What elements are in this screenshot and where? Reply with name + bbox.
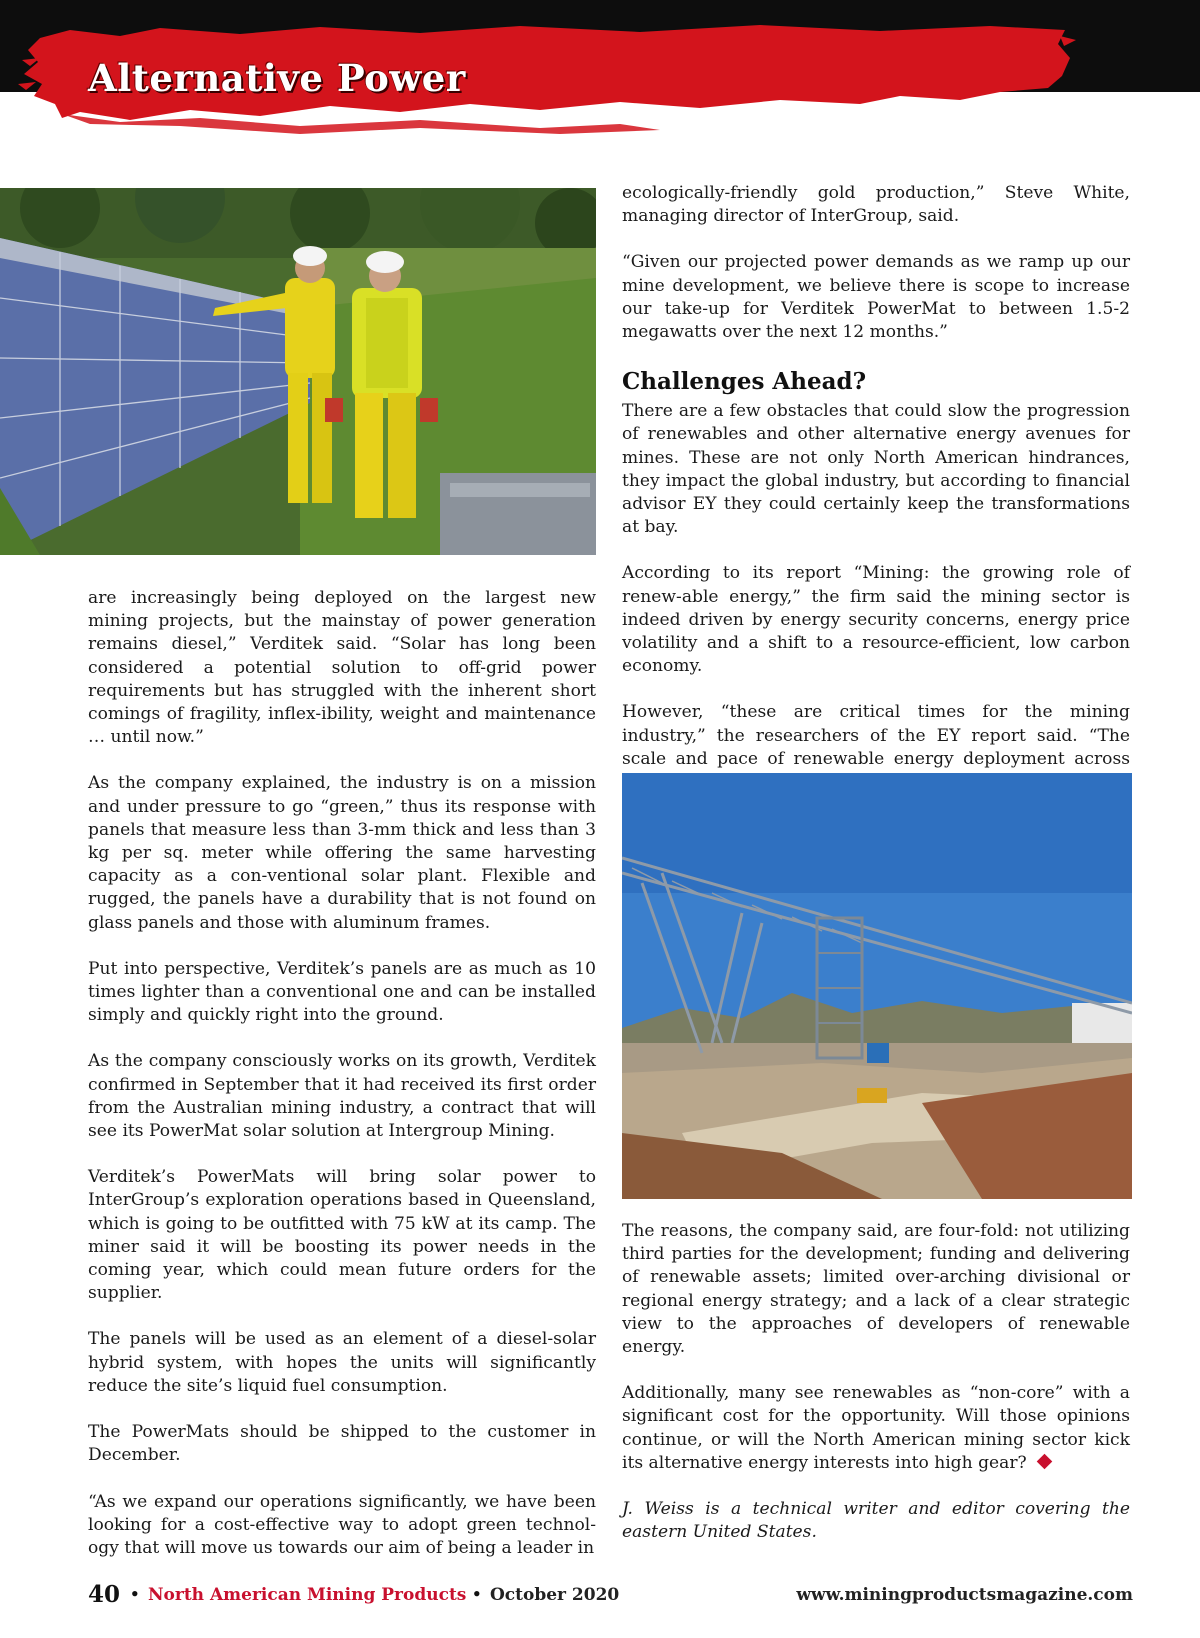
paragraph: As the company consciously works on its growth, Verditek confirmed in September that it had received its first order from the Australian mining industry, a contract that will see its PowerMat solar solution at Intergroup Mining. bbox=[88, 1051, 596, 1142]
left-article-column bbox=[88, 587, 596, 1583]
website-link[interactable]: www.miningproductsmagazine.com bbox=[796, 1585, 1133, 1605]
paragraph: According to its report “Mining: the growing role of renew-able energy,” the firm said the mining sector is indeed driven by energy security concerns, energy price volatility and a shift to a resource-efficient, low carbon economy. bbox=[622, 563, 1130, 677]
right-article-column-lower bbox=[622, 1220, 1130, 1567]
issue-date: October 2020 bbox=[490, 1585, 620, 1605]
right-article-column-upper bbox=[622, 182, 1130, 817]
paragraph: However, “these are critical times for the mining industry,” the researchers of the EY report said. “The scale and pace of renewable energy deployment across bbox=[622, 702, 1130, 769]
publication-name: North American Mining Products bbox=[148, 1585, 467, 1605]
paragraph: Put into perspective, Verditek’s panels are as much as 10 times lighter than a conventional one and can be installed simply and quickly right into the ground. bbox=[88, 958, 596, 1026]
page-footer bbox=[88, 1581, 1133, 1611]
separator: • bbox=[472, 1585, 482, 1603]
subheading: Challenges Ahead? bbox=[622, 368, 867, 396]
paragraph: There are a few obstacles that could slow the progression of renewables and other alternative energy avenues for mines. These are not only North American hindrances, they impact the global industry, but according to financial advisor EY they could certainly keep the transformations at bay. bbox=[622, 401, 1130, 538]
paragraph: ecologically-friendly gold production,” Steve White, managing director of InterGroup, said. bbox=[622, 183, 1130, 227]
paragraph: Verditek’s PowerMats will bring solar power to InterGroup’s exploration operations based in Queensland, which is going to be outfitted with 75 kW at its camp. The miner said it will be boosting its power needs in the coming year, which could mean future orders for the supplier. bbox=[88, 1167, 596, 1304]
mine-site-photo bbox=[622, 773, 1132, 1199]
paragraph: “As we expand our operations significantly, we have been looking for a cost-effective way to adopt green technol-ogy that will move us towards our aim of being a leader in bbox=[88, 1491, 596, 1558]
author-byline: J. Weiss is a technical writer and editor covering the eastern United States. bbox=[622, 1499, 1130, 1543]
paragraph: The reasons, the company said, are four-fold: not utilizing third parties for the development; funding and delivering of renewable assets; limited over-arching divisional or regional energy strategy; and a lack of a clear strategic view to the approaches of developers of renewable energy. bbox=[622, 1221, 1130, 1358]
solar-panels-photo bbox=[0, 188, 596, 555]
paragraph: As the company explained, the industry is on a mission and under pressure to go “green,” thus its response with panels that measure less than 3-mm thick and less than 3 kg per sq. meter while offering the same harvesting capacity as a con-ventional solar plant. Flexible and rugged, the panels have a durability that is not found on glass panels and those with aluminum frames. bbox=[88, 773, 596, 933]
closing-paragraph-text: Additionally, many see renewables as “non-core” with a significant cost for the opportunity. Will those opinions continue, or will the North American mining sector kick its alternative energy interests into high gear? bbox=[622, 1383, 1130, 1473]
page-number: 40 bbox=[88, 1581, 121, 1608]
paragraph: The PowerMats should be shipped to the customer in December. bbox=[88, 1422, 596, 1466]
paragraph: “Given our projected power demands as we ramp up our mine development, we believe there is scope to increase our take-up for Verditek PowerMat to between 1.5-2 megawatts over the next 12 months.” bbox=[622, 252, 1130, 343]
solar-panels-workers-photo-icon bbox=[0, 188, 596, 555]
paragraph: are increasingly being deployed on the largest new mining projects, but the mainstay of power generation remains diesel,” Verditek said. “Solar has long been considered a potential solution to off-grid power requirements but has struggled with the inherent short comings of fragility, inflex-ibility, weight and maintenance … until now.” bbox=[88, 588, 596, 748]
paragraph bbox=[622, 1382, 1130, 1475]
paragraph: The panels will be used as an element of a diesel-solar hybrid system, with hopes the units will significantly reduce the site’s liquid fuel consumption. bbox=[88, 1329, 596, 1396]
mine-conveyor-site-photo-icon bbox=[622, 773, 1132, 1199]
separator: • bbox=[130, 1585, 140, 1603]
end-mark-diamond-icon bbox=[1036, 1454, 1052, 1470]
section-title: Alternative Power bbox=[88, 56, 466, 100]
